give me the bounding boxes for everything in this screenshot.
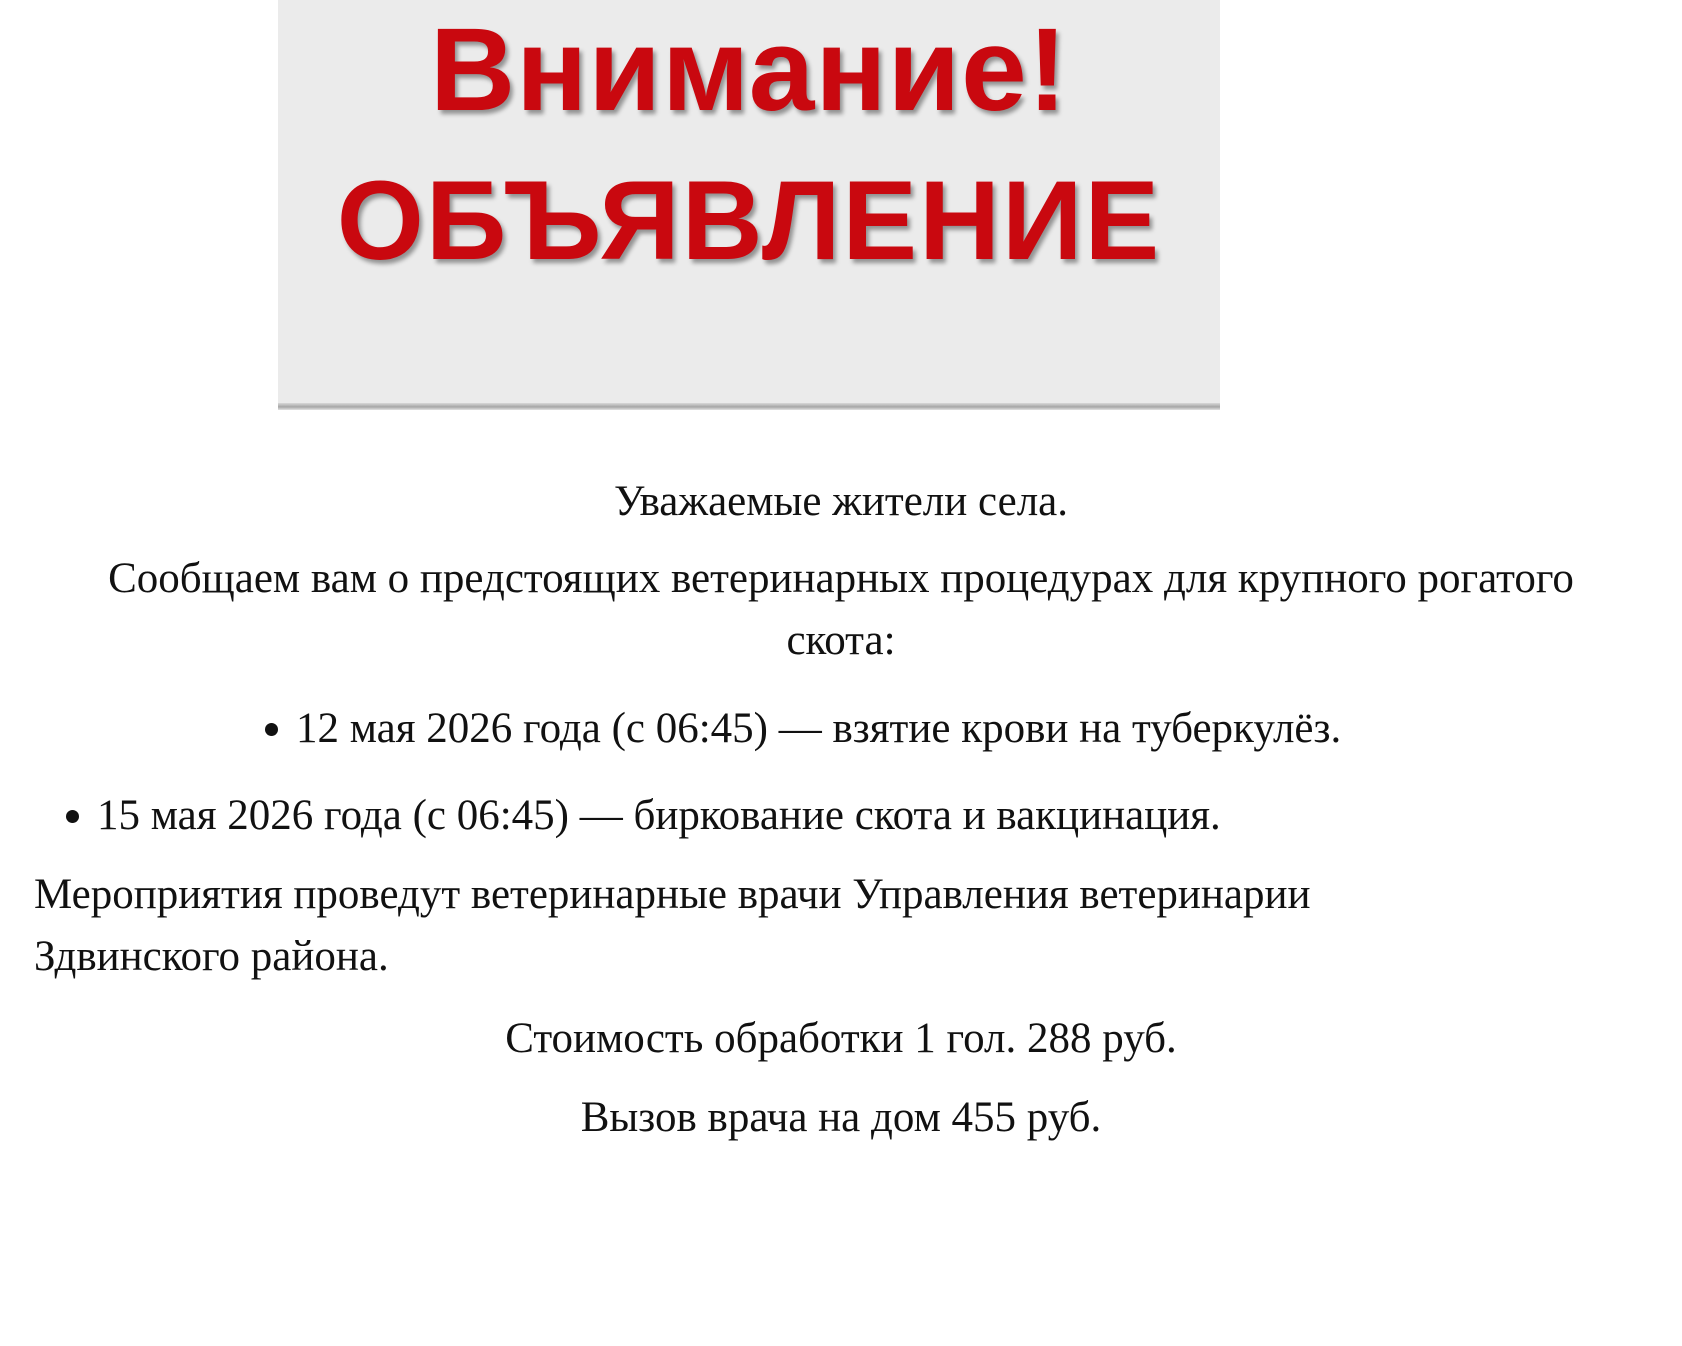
bullet-icon bbox=[265, 723, 278, 736]
list-item-text: 15 мая 2026 года (с 06:45) — биркование скота и вакцинация. bbox=[97, 792, 1221, 839]
list-item bbox=[66, 785, 1221, 847]
intro-text-line-1: Сообщаем вам о предстоящих ветеринарных процедурах для крупного рогатого bbox=[108, 555, 1574, 602]
house-call-cost-text: Вызов врача на дом 455 руб. bbox=[580, 1094, 1102, 1141]
intro-text-line-2: скота: bbox=[786, 617, 896, 664]
banner-divider bbox=[278, 403, 1220, 410]
bullet-icon bbox=[66, 810, 79, 823]
conducted-by-line-2: Здвинского района. bbox=[34, 933, 389, 980]
list-item-text: 12 мая 2026 года (с 06:45) — взятие крови на туберкулёз. bbox=[296, 705, 1342, 752]
banner-announcement-title: ОБЪЯВЛЕНИЕ bbox=[336, 158, 1162, 283]
list-item bbox=[265, 698, 1341, 760]
announcement-banner bbox=[278, 0, 1220, 410]
treatment-cost-text: Стоимость обработки 1 гол. 288 руб. bbox=[505, 1015, 1177, 1062]
banner-attention-title: Внимание! bbox=[429, 4, 1069, 136]
greeting-text: Уважаемые жители села. bbox=[613, 478, 1069, 525]
conducted-by-line-1: Мероприятия проведут ветеринарные врачи Управления ветеринарии bbox=[34, 871, 1311, 918]
